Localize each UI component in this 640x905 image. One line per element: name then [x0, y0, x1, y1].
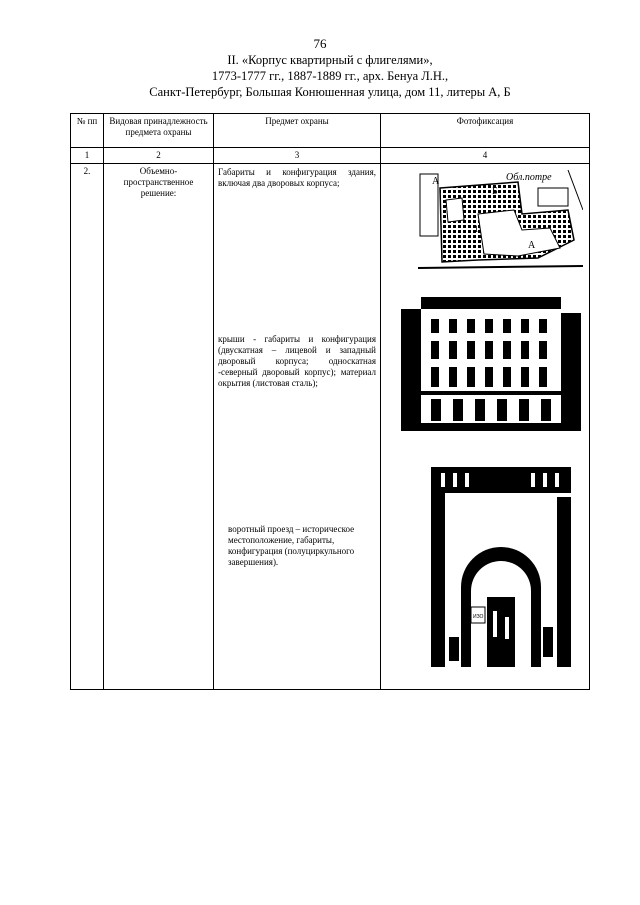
column-number: 1: [71, 148, 104, 164]
header-number: № пп: [71, 114, 104, 148]
heading-line-3: Санкт-Петербург, Большая Конюшенная улица, дом 11, литеры А, Б: [149, 85, 511, 99]
subject-item-dimensions: Габариты и конфигурация здания, включая два дворовых корпуса;: [218, 167, 376, 188]
column-numbers-row: [71, 148, 590, 164]
header-photo: Фотофиксация: [381, 114, 590, 148]
row-number: 2.: [71, 164, 104, 690]
page-number: 76: [313, 36, 327, 51]
subject-item-roof: крыши - габариты и конфигурация (двускатная – лицевой и западный дворовый корпуса; односкатная -северный дворовый корпус); материал окрытия (листовая сталь);: [218, 334, 376, 388]
site-plan-photo: [418, 170, 583, 282]
row-photos: [381, 164, 590, 690]
column-number: 2: [104, 148, 214, 164]
header-subject: Предмет охраны: [214, 114, 381, 148]
header-type: Видовая принадлежность предмета охраны: [104, 114, 214, 148]
table-header-row: [71, 114, 590, 148]
document-heading: [70, 52, 590, 100]
gateway-photo: [431, 467, 571, 667]
row-type: Объемно-пространственное решение:: [104, 164, 214, 690]
gate-sign-text: ИЗО: [473, 614, 484, 620]
map-label-a: А: [432, 176, 440, 187]
heading-line-1: II. «Корпус квартирный с флигелями»,: [227, 53, 433, 67]
subject-item-gateway: воротный проезд – историческое местоположение, габариты, конфигурация (полуциркульного завершения).: [228, 524, 355, 567]
map-label-1: 1: [474, 224, 479, 234]
map-label-a2: А: [528, 240, 536, 251]
map-label-b: Б: [492, 186, 498, 197]
table-row: [71, 164, 590, 690]
column-number: 3: [214, 148, 381, 164]
map-street-label: Обл.потре: [506, 172, 552, 183]
protection-table: [70, 113, 590, 690]
facade-photo: [401, 291, 581, 431]
row-subject: [214, 164, 381, 690]
column-number: 4: [381, 148, 590, 164]
heading-line-2: 1773-1777 гг., 1887-1889 гг., арх. Бенуа Л.Н.,: [211, 69, 449, 83]
